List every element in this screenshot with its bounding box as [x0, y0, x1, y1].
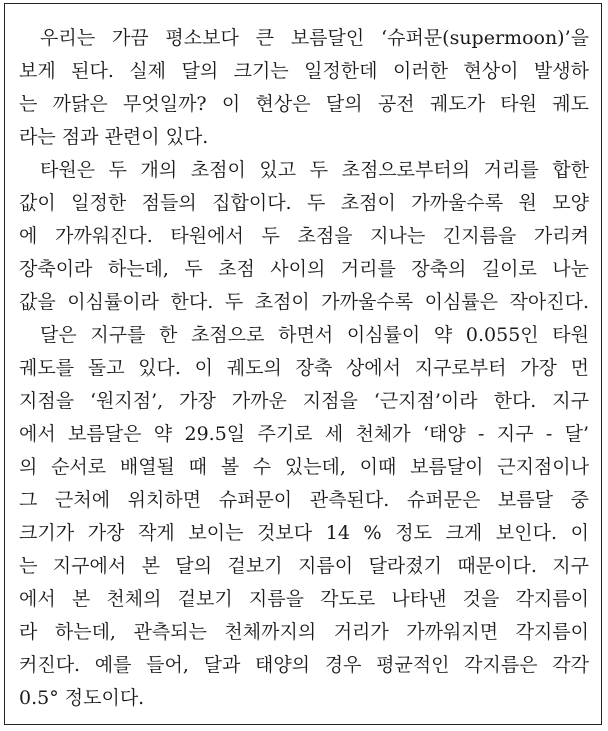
paragraph-3-line-8: 는 지구에서 본 달의 겉보기 지름이 달라졌기 때문이다. 지구 [19, 555, 589, 577]
paragraph-1-line-3: 는 까닭은 무엇일까? 이 현상은 달의 공전 궤도가 타원 궤도 [19, 93, 589, 115]
paragraph-2-line-1: 타원은 두 개의 초점이 있고 두 초점으로부터의 거리를 합한 [40, 159, 589, 181]
paragraph-3-line-5: 의 순서로 배열될 때 볼 수 있는데, 이때 보름달이 근지점이나 [19, 456, 589, 478]
paragraph-2-line-4: 장축이라 하는데, 두 초점 사이의 거리를 장축의 길이로 나눈 [19, 258, 589, 280]
paragraph-3-line-7: 크기가 가장 작게 보이는 것보다 14 % 정도 크게 보인다. 이 [19, 522, 589, 544]
paragraph-2-line-3: 에 가까워진다. 타원에서 두 초점을 지나는 긴지름을 가리켜 [19, 225, 589, 247]
paragraph-3-line-12: 0.5° 정도이다. [19, 687, 145, 709]
paragraph-3-line-6: 그 근처에 위치하면 슈퍼문이 관측된다. 슈퍼문은 보름달 중 [19, 489, 589, 511]
paragraph-3-line-4: 에서 보름달은 약 29.5일 주기로 세 천체가 ‘태양 - 지구 - 달’ [19, 423, 589, 445]
paragraph-3-line-1: 달은 지구를 한 초점으로 하면서 이심률이 약 0.055인 타원 [40, 324, 589, 346]
paragraph-3-line-11: 커진다. 예를 들어, 달과 태양의 경우 평균적인 각지름은 각각 [19, 654, 589, 676]
paragraph-3-line-9: 에서 본 천체의 겉보기 지름을 각도로 나타낸 것을 각지름이 [19, 588, 589, 610]
paragraph-1-line-1: 우리는 가끔 평소보다 큰 보름달인 ‘슈퍼문(supermoon)’을 [40, 27, 589, 49]
paragraph-1-line-2: 보게 된다. 실제 달의 크기는 일정한데 이러한 현상이 발생하 [19, 60, 589, 82]
passage-text [19, 22, 589, 715]
paragraph-2-line-5: 값을 이심률이라 한다. 두 초점이 가까울수록 이심률은 작아진다. [19, 291, 589, 313]
paragraph-3-line-3: 지점을 ‘원지점’, 가장 가까운 지점을 ‘근지점’이라 한다. 지구 [19, 390, 589, 412]
paragraph-1-line-4: 라는 점과 관련이 있다. [19, 126, 209, 148]
paragraph-3-line-2: 궤도를 돌고 있다. 이 궤도의 장축 상에서 지구로부터 가장 먼 [19, 357, 589, 379]
paragraph-2-line-2: 값이 일정한 점들의 집합이다. 두 초점이 가까울수록 원 모양 [19, 192, 589, 214]
passage-box [4, 3, 602, 725]
paragraph-3-line-10: 라 하는데, 관측되는 천체까지의 거리가 가까워지면 각지름이 [19, 621, 589, 643]
